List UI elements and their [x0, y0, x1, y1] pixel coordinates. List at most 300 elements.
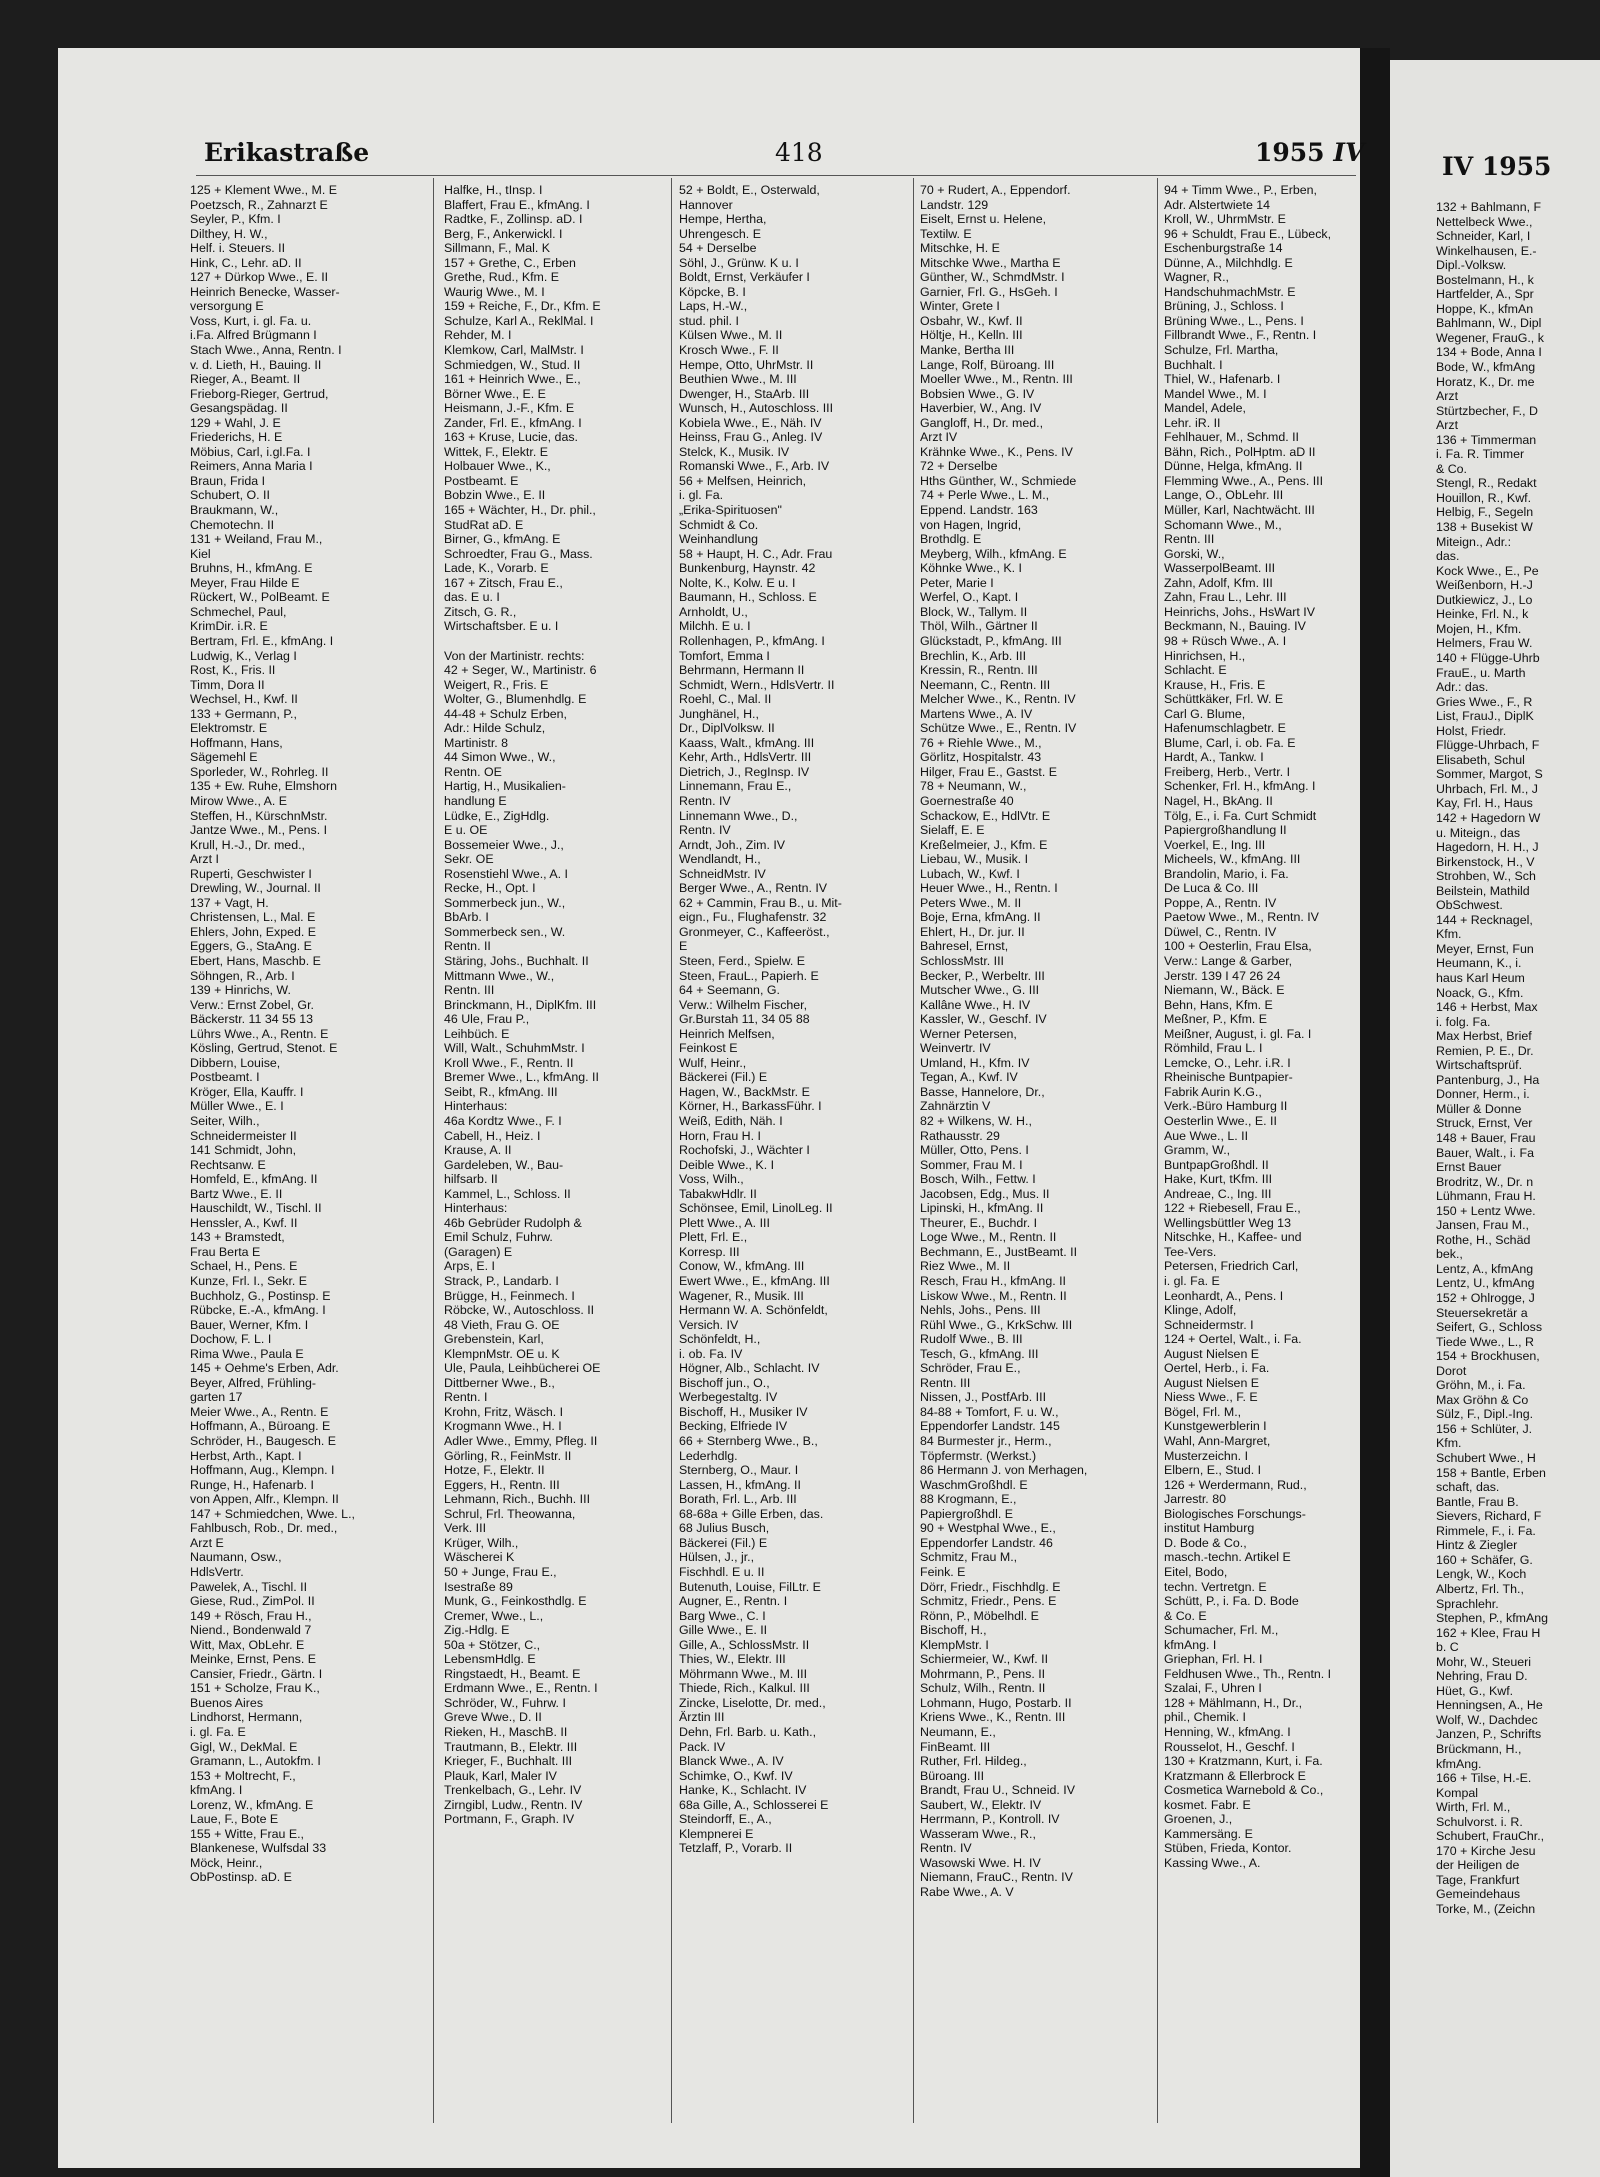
directory-entry-line: Elisabeth, Schul: [1436, 752, 1525, 767]
directory-entry-line: Haverbier, W., Ang. IV: [920, 401, 1042, 416]
directory-entry-line: 149 + Rösch, Frau H.,: [190, 1608, 312, 1623]
directory-entry-line: 68a Gille, A., Schlosserei E: [679, 1797, 829, 1812]
directory-entry-line: hilfsarb. II: [444, 1172, 498, 1187]
directory-entry-line: 84-88 + Tomfort, F. u. W.,: [920, 1404, 1059, 1419]
directory-entry-line: Lorenz, W., kfmAng. E: [190, 1797, 314, 1812]
directory-entry-line: Tölg, E., i. Fa. Curt Schmidt: [1164, 808, 1317, 823]
directory-entry-line: Gramann, L., Autokfm. I: [190, 1754, 321, 1769]
directory-entry-line: Butenuth, Louise, FilLtr. E: [679, 1579, 821, 1594]
directory-entry-line: Herrmann, P., Kontroll. IV: [920, 1812, 1060, 1827]
directory-entry-line: i. Fa. R. Timmer: [1436, 447, 1525, 462]
directory-entry-line: Klinge, Adolf,: [1164, 1303, 1237, 1318]
directory-entry-line: Adr.: das.: [1436, 680, 1489, 695]
directory-entry-line: Wirtschaftsprüf.: [1436, 1058, 1523, 1073]
directory-entry-line: Heinss, Frau G., Anleg. IV: [679, 430, 823, 445]
directory-entry-line: Helmers, Frau W.: [1436, 636, 1533, 651]
directory-entry-line: Peters Wwe., M. II: [920, 895, 1022, 910]
directory-entry-line: Rimmele, F., i. Fa.: [1436, 1523, 1536, 1538]
directory-entry-line: Boldt, Ernst, Verkäufer I: [679, 270, 810, 285]
directory-entry-line: i. ob. Fa. IV: [679, 1346, 743, 1361]
directory-entry-line: Bossemeier Wwe., J.,: [444, 837, 564, 852]
directory-entry-line: der Heiligen de: [1436, 1858, 1520, 1873]
directory-entry-line: 44-48 + Schulz Erben,: [444, 706, 567, 721]
directory-entry-line: Schüttkäker, Frl. W. E: [1164, 692, 1284, 707]
directory-entry-line: Heinrich Benecke, Wasser-: [190, 284, 340, 299]
directory-entry-line: i. folg. Fa.: [1436, 1014, 1491, 1029]
directory-entry-line: Winkelhausen, E.-: [1436, 243, 1537, 258]
directory-entry-line: Bäckerei (Fil.) E: [679, 1535, 768, 1550]
directory-entry-line: Zirngibl, Ludw., Rentn. IV: [444, 1797, 583, 1812]
directory-entry-line: Postbeamt. I: [190, 1070, 260, 1085]
directory-entry-line: Mirow Wwe., A. E: [190, 793, 288, 808]
directory-entry-line: Krogmann Wwe., H. I: [444, 1419, 562, 1434]
directory-entry-line: Söhngen, R., Arb. I: [190, 968, 295, 983]
directory-entry-line: Ringstaedt, H., Beamt. E: [444, 1666, 581, 1681]
directory-entry-line: Schlacht. E: [1164, 663, 1227, 678]
directory-entry-line: FrauE., u. Marth: [1436, 665, 1526, 680]
directory-entry-line: FinBeamt. III: [920, 1739, 991, 1754]
directory-entry-line: Poetzsch, R., Zahnarzt E: [190, 197, 328, 212]
directory-entry-line: Krause, A. II: [444, 1143, 512, 1158]
directory-entry-line: Linnemann Wwe., D.,: [679, 808, 798, 823]
directory-entry-line: Gardeleben, W., Bau-: [444, 1157, 564, 1172]
directory-entry-line: Zahn, Adolf, Kfm. III: [1164, 575, 1273, 590]
directory-entry-line: Niemann, W., Bäck. E: [1164, 983, 1285, 998]
directory-entry-line: von Hagen, Ingrid,: [920, 517, 1022, 532]
directory-entry-line: Riez Wwe., M. II: [920, 1259, 1011, 1274]
directory-entry-line: u. Miteign., das: [1436, 825, 1521, 840]
directory-entry-line: Braun, Frida I: [190, 473, 266, 488]
directory-entry-line: Niend., Bondenwald 7: [190, 1623, 312, 1638]
directory-entry-line: Rentn. III: [1164, 532, 1215, 547]
directory-entry-line: Boje, Erna, kfmAng. II: [920, 910, 1041, 925]
directory-entry-line: 159 + Reiche, F., Dr., Kfm. E: [444, 299, 601, 314]
directory-entry-line: Tesch, G., kfmAng. III: [920, 1346, 1039, 1361]
directory-entry-line: 86 Hermann J. von Merhagen,: [920, 1463, 1088, 1478]
directory-entry-line: Janzen, P., Schrifts: [1436, 1727, 1542, 1742]
directory-entry-line: Eiselt, Ernst u. Helene,: [920, 212, 1047, 227]
directory-entry-line: Birkenstock, H., V: [1436, 854, 1535, 869]
directory-entry-line: Heumann, K., i.: [1436, 956, 1522, 971]
directory-entry-line: 140 + Flügge-Uhrb: [1436, 650, 1540, 665]
directory-entry-line: Kaass, Walt., kfmAng. III: [679, 735, 815, 750]
directory-entry-line: Radtke, F., Zollinsp. aD. I: [444, 212, 583, 227]
directory-entry-line: Rübcke, E.-A., kfmAng. I: [190, 1303, 326, 1318]
directory-entry-line: Hotze, F., Elektr. II: [444, 1463, 545, 1478]
directory-entry-line: Grethe, Rud., Kfm. E: [444, 270, 560, 285]
directory-entry-line: Möbius, Carl, i.gl.Fa. I: [190, 444, 311, 459]
directory-entry-line: 52 + Boldt, E., Osterwald,: [679, 183, 820, 197]
directory-entry-line: Recke, H., Opt. I: [444, 881, 536, 896]
directory-entry-line: & Co. E: [1164, 1608, 1207, 1623]
directory-entry-line: Steen, FrauL., Papierh. E: [679, 968, 819, 983]
directory-entry-line: Schrul, Frl. Theowanna,: [444, 1506, 576, 1521]
directory-entry-line: 126 + Werdermann, Rud.,: [1164, 1477, 1307, 1492]
directory-entry-line: Lehr. iR. II: [1164, 415, 1221, 430]
directory-entry-line: Verk.-Büro Hamburg II: [1164, 1099, 1288, 1114]
directory-entry-line: 78 + Neumann, W.,: [920, 779, 1027, 794]
directory-entry-line: Schröder, H., Baugesch. E: [190, 1434, 337, 1449]
directory-entry-line: Müller, Otto, Pens. I: [920, 1143, 1029, 1158]
directory-entry-line: Rost, K., Fris. II: [190, 663, 276, 678]
directory-entry-line: Sillmann, F., Mal. K: [444, 241, 551, 256]
directory-entry-line: Rima Wwe., Paula E: [190, 1346, 304, 1361]
directory-entry-line: Behn, Hans, Kfm. E: [1164, 997, 1273, 1012]
directory-entry-line: Roehl, C., Mal. II: [679, 692, 772, 707]
directory-entry-line: BuntpapGroßhdl. II: [1164, 1157, 1269, 1172]
directory-entry-line: Schulze, Frl. Martha,: [1164, 343, 1279, 358]
directory-entry-line: Loge Wwe., M., Rentn. II: [920, 1230, 1057, 1245]
directory-entry-line: Milchh. E u. I: [679, 619, 751, 634]
directory-entry-line: Bostelmann, H., k: [1436, 272, 1534, 287]
directory-entry-line: Stengl, R., Redakt: [1436, 476, 1537, 491]
directory-entry-line: Söhl, J., Grünw. K u. I: [679, 255, 799, 270]
directory-entry-line: Nehls, Johs., Pens. III: [920, 1303, 1041, 1318]
directory-entry-line: Horn, Frau H. I: [679, 1128, 761, 1143]
directory-entry-line: KrimDir. i.R. E: [190, 619, 268, 634]
directory-entry-line: Weißenborn, H.-J: [1436, 578, 1533, 593]
directory-entry-line: 76 + Riehle Wwe., M.,: [920, 735, 1042, 750]
directory-entry-line: Rechtsanw. E: [190, 1157, 266, 1172]
directory-entry-line: Meßner, P., Kfm. E: [1164, 1012, 1268, 1027]
directory-entry-line: Lange, Rolf, Büroang. III: [920, 357, 1055, 372]
directory-entry-line: Kfm.: [1436, 927, 1462, 942]
directory-entry-line: Martinistr. 8: [444, 735, 509, 750]
directory-entry-line: Wahl, Ann-Margret,: [1164, 1434, 1271, 1449]
directory-entry-line: Kompal: [1436, 1785, 1479, 1800]
directory-entry-line: Bögel, Frl. M.,: [1164, 1404, 1242, 1419]
directory-entry-line: Köpcke, B. I: [679, 284, 746, 299]
directory-entry-line: Cansier, Friedr., Gärtn. I: [190, 1666, 323, 1681]
directory-entry-line: Lengk, W., Koch: [1436, 1567, 1527, 1582]
directory-entry-line: Thiede, Rich., Kalkul. III: [679, 1681, 810, 1696]
directory-entry-line: Arnholdt, U.,: [679, 604, 748, 619]
directory-entry-line: Zahn, Frau L., Lehr. III: [1164, 590, 1287, 605]
directory-entry-line: Horatz, K., Dr. me: [1436, 374, 1535, 389]
directory-entry-line: Krähnke Wwe., K., Pens. IV: [920, 444, 1073, 459]
directory-entry-line: Leihbüch. E: [444, 1026, 510, 1041]
directory-entry-line: Korresp. III: [679, 1244, 740, 1259]
directory-entry-line: Kay, Frl. H., Haus: [1436, 796, 1533, 811]
directory-entry-line: i. gl. Fa.: [679, 488, 724, 503]
directory-entry-line: Rheinische Buntpapier-: [1164, 1070, 1293, 1085]
directory-entry-line: Seyler, P., Kfm. I: [190, 212, 281, 227]
directory-entry-line: Gröhn, M., i. Fa.: [1436, 1378, 1526, 1393]
directory-entry-line: 160 + Schäfer, G.: [1436, 1552, 1533, 1567]
directory-entry-line: Pack. IV: [679, 1739, 726, 1754]
directory-entry-line: Nagel, H., BkAng. II: [1164, 793, 1273, 808]
directory-entry-line: Pawelek, A., Tischl. II: [190, 1579, 308, 1594]
directory-entry-line: LebensmHdlg. E: [444, 1652, 536, 1667]
directory-entry-line: Paetow Wwe., M., Rentn. IV: [1164, 910, 1319, 925]
directory-entry-line: Nolte, K., Kolw. E u. I: [679, 575, 796, 590]
directory-entry-line: Nissen, J., PostfArb. III: [920, 1390, 1047, 1405]
directory-entry-line: Hoffmann, Hans,: [190, 735, 283, 750]
directory-entry-line: Wegener, FrauG., k: [1436, 330, 1544, 345]
directory-entry-line: Brandolin, Mario, i. Fa.: [1164, 866, 1289, 881]
directory-entry-line: Schröder, Frau E.,: [920, 1361, 1021, 1376]
directory-entry-line: Sommer, Frau M. I: [920, 1157, 1023, 1172]
directory-entry-line: Fehlhauer, M., Schmd. II: [1164, 430, 1299, 445]
directory-entry-line: b. C: [1436, 1640, 1459, 1655]
directory-entry-line: Sprachlehr.: [1436, 1596, 1499, 1611]
directory-entry-line: Hilger, Frau E., Gastst. E: [920, 764, 1058, 779]
directory-entry-line: Theurer, E., Buchdr. I: [920, 1215, 1038, 1230]
directory-entry-line: 98 + Rüsch Wwe., A. I: [1164, 633, 1287, 648]
directory-entry-line: Hinrichsen, H.,: [1164, 648, 1246, 663]
directory-entry-line: Cosmetica Warnebold & Co.,: [1164, 1783, 1324, 1798]
directory-entry-line: Lentz, A., kfmAng: [1436, 1261, 1534, 1276]
directory-entry-line: Schulze, Karl A., ReklMal. I: [444, 313, 594, 328]
directory-entry-line: Meier Wwe., A., Rentn. E: [190, 1404, 329, 1419]
directory-entry-line: Conow, W., kfmAng. III: [679, 1259, 805, 1274]
directory-entry-line: Zahnärztin V: [920, 1099, 991, 1114]
directory-entry-line: Schumacher, Frl. M.,: [1164, 1623, 1279, 1638]
directory-entry-line: Friederichs, H. E: [190, 430, 283, 445]
directory-entry-line: Schmiedgen, W., Stud. II: [444, 357, 581, 372]
directory-entry-line: 157 + Grethe, C., Erben: [444, 255, 576, 270]
directory-entry-line: TabakwHdlr. II: [679, 1186, 757, 1201]
directory-entry-line: 124 + Oertel, Walt., i. Fa.: [1164, 1332, 1302, 1347]
directory-entry-line: WaschmGroßhdl. E: [920, 1477, 1028, 1492]
directory-entry-line: Düwel, C., Rentn. IV: [1164, 924, 1277, 939]
directory-entry-line: Schütt, P., i. Fa. D. Bode: [1164, 1594, 1299, 1609]
directory-entry-line: Kallâne Wwe., H. IV: [920, 997, 1031, 1012]
directory-entry-line: 148 + Bauer, Frau: [1436, 1131, 1536, 1145]
directory-column-1: [190, 183, 426, 2133]
directory-entry-line: Gemeindehaus: [1436, 1887, 1521, 1902]
directory-entry-line: Landstr. 129: [920, 197, 989, 212]
directory-entry-line: Lubach, W., Kwf. I: [920, 866, 1020, 881]
directory-entry-line: Rückert, W., PolBeamt. E: [190, 590, 330, 605]
directory-entry-line: Sommerbeck jun., W.,: [444, 895, 566, 910]
directory-entry-line: Jantze Wwe., M., Pens. I: [190, 823, 328, 838]
directory-entry-line: 50 + Junge, Frau E.,: [444, 1564, 557, 1579]
directory-entry-line: Glückstadt, P., kfmAng. III: [920, 633, 1062, 648]
directory-entry-line: August Nielsen E: [1164, 1375, 1260, 1390]
directory-entry-line: Weiß, Edith, Näh. I: [679, 1114, 783, 1128]
directory-entry-line: Kösling, Gertrud, Stenot. E: [190, 1041, 338, 1056]
directory-entry-line: Voss, Kurt, i. gl. Fa. u.: [190, 313, 312, 328]
directory-entry-line: Külsen Wwe., M. II: [679, 328, 783, 343]
directory-entry-line: Bosch, Wilh., Fettw. I: [920, 1172, 1036, 1187]
directory-entry-line: Zincke, Liselotte, Dr. med.,: [679, 1695, 826, 1710]
directory-entry-line: Linnemann, Frau E.,: [679, 779, 792, 794]
directory-entry-line: Stäring, Johs., Buchhalt. II: [444, 953, 589, 968]
directory-entry-line: & Co.: [1436, 461, 1467, 476]
directory-entry-line: Verw.: Lange & Garber,: [1164, 953, 1293, 968]
directory-entry-line: i. gl. Fa. E: [190, 1724, 246, 1739]
directory-entry-line: 161 + Heinrich Wwe., E.,: [444, 372, 581, 387]
directory-entry-line: Heinke, Frl. N., k: [1436, 607, 1529, 622]
directory-entry-line: Wasseram Wwe., R.,: [920, 1826, 1036, 1841]
directory-entry-line: Weigert, R., Fris. E: [444, 677, 549, 692]
directory-entry-line: Neumann, E.,: [920, 1724, 996, 1739]
directory-entry-line: Christensen, L., Mal. E: [190, 910, 316, 925]
directory-entry-line: 136 + Timmerman: [1436, 432, 1537, 447]
directory-entry-line: Lemcke, O., Lehr. i.R. I: [1164, 1055, 1291, 1070]
directory-entry-line: Eitel, Bodo,: [1164, 1564, 1228, 1579]
directory-entry-line: Bischoff, H.,: [920, 1623, 987, 1638]
directory-entry-line: Lüdke, E., ZigHdlg.: [444, 808, 550, 823]
directory-entry-line: Schimke, O., Kwf. IV: [679, 1768, 793, 1783]
directory-entry-line: Cremer, Wwe., L.,: [444, 1608, 544, 1623]
directory-entry-line: Lassen, H., kfmAng. II: [679, 1477, 801, 1492]
directory-entry-line: Witt, Max, ObLehr. E: [190, 1637, 305, 1652]
directory-entry-line: 74 + Perle Wwe., L. M.,: [920, 488, 1050, 503]
directory-entry-line: Meyer, Frau Hilde E: [190, 575, 300, 590]
directory-entry-line: Möck, Heinr.,: [190, 1855, 263, 1870]
directory-entry-line: Wulf, Heinr.,: [679, 1055, 747, 1070]
directory-entry-line: Ludwig, K., Verlag I: [190, 648, 297, 663]
directory-entry-line: 62 + Cammin, Frau B., u. Mit-: [679, 895, 842, 910]
directory-entry-line: Andreae, C., Ing. III: [1164, 1186, 1272, 1201]
directory-entry-line: Isestraße 89: [444, 1579, 513, 1594]
directory-entry-line: 138 + Busekist W: [1436, 520, 1533, 535]
directory-entry-line: 129 + Wahl, J. E: [190, 415, 281, 430]
directory-entry-line: WasserpolBeamt. III: [1164, 561, 1276, 576]
directory-entry-line: Runge, H., Hafenarb. I: [190, 1477, 314, 1492]
directory-entry-line: Hagedorn, H. H., J: [1436, 840, 1539, 855]
directory-entry-line: Sülz, F., Dipl.-Ing.: [1436, 1407, 1534, 1422]
directory-entry-line: 151 + Scholze, Frau K.,: [190, 1681, 320, 1696]
directory-entry-line: Gille Wwe., E. II: [679, 1623, 768, 1638]
directory-entry-line: Lehmann, Rich., Buchh. III: [444, 1492, 591, 1507]
directory-entry-line: Meinke, Ernst, Pens. E: [190, 1652, 317, 1667]
directory-entry-line: Verw.: Wilhelm Fischer,: [679, 997, 808, 1012]
directory-entry-line: i. gl. Fa. E: [1164, 1274, 1220, 1289]
directory-entry-line: Schneidermeister II: [190, 1128, 297, 1143]
directory-entry-line: Schönsee, Emil, LinolLeg. II: [679, 1201, 833, 1216]
directory-entry-line: Schütze Wwe., E., Rentn. IV: [920, 721, 1077, 736]
directory-entry-line: Steffen, H., KürschnMstr.: [190, 808, 328, 823]
directory-entry-line: Hake, Kurt, tKfm. III: [1164, 1172, 1273, 1187]
directory-entry-line: Max Herbst, Brief: [1436, 1029, 1532, 1044]
directory-entry-line: Feinkost E: [679, 1041, 738, 1056]
directory-entry-line: Bechmann, E., JustBeamt. II: [920, 1244, 1078, 1259]
directory-entry-line: Neemann, C., Rentn. III: [920, 677, 1051, 692]
directory-entry-line: Wirtschaftsber. E u. I: [444, 619, 559, 634]
directory-entry-line: (Garagen) E: [444, 1244, 513, 1259]
directory-entry-line: Bremer Wwe., L., kfmAng. II: [444, 1070, 599, 1085]
directory-entry-line: Hannover: [679, 197, 733, 212]
directory-entry-line: Hüet, G., Kwf.: [1436, 1683, 1514, 1698]
directory-entry-line: Liebau, W., Musik. I: [920, 852, 1029, 867]
directory-entry-line: Giese, Rud., ZimPol. II: [190, 1594, 315, 1609]
directory-entry-line: Römhild, Frau L. I: [1164, 1041, 1263, 1056]
directory-entry-line: Högner, Alb., Schlacht. IV: [679, 1361, 820, 1376]
facing-page: [1390, 60, 1600, 2177]
directory-entry-line: Heismann, J.-F., Kfm. E: [444, 401, 575, 416]
directory-entry-line: Dochow, F. L. I: [190, 1332, 272, 1347]
directory-entry-line: Rentn. III: [444, 983, 495, 998]
directory-entry-line: Von der Martinistr. rechts:: [444, 648, 585, 663]
directory-entry-line: Laue, F., Bote E: [190, 1812, 279, 1827]
directory-entry-line: Hartig, H., Musikalien-: [444, 779, 566, 794]
directory-entry-line: Steindorff, E., A.,: [679, 1812, 772, 1827]
directory-entry-line: 50a + Stötzer, C.,: [444, 1637, 541, 1652]
directory-entry-line: 141 Schmidt, John,: [190, 1143, 297, 1158]
directory-entry-line: Klempnerei E: [679, 1826, 754, 1841]
directory-entry-line: Schmidt, Wern., HdlsVertr. II: [679, 677, 835, 692]
directory-entry-line: Eppend. Landstr. 163: [920, 503, 1038, 518]
directory-entry-line: Dr., DiplVolksw. II: [679, 721, 775, 736]
directory-entry-line: Torke, M., (Zeichn: [1436, 1901, 1536, 1916]
directory-entry-line: Helbig, F., Segeln: [1436, 505, 1534, 520]
directory-entry-line: Braukmann, W.,: [190, 503, 279, 518]
directory-entry-line: Werbegestaltg. IV: [679, 1390, 778, 1405]
directory-entry-line: Nehring, Frau D.: [1436, 1669, 1528, 1684]
directory-entry-line: Donner, Herm., i.: [1436, 1087, 1530, 1102]
volume: IV: [1333, 138, 1365, 167]
directory-entry-line: Nettelbeck Wwe.,: [1436, 214, 1533, 229]
directory-entry-line: Plauk, Karl, Maler IV: [444, 1768, 557, 1783]
directory-entry-line: Wirth, Frl. M.,: [1436, 1800, 1511, 1815]
directory-entry-line: Blankenese, Wulfsdal 33: [190, 1841, 327, 1856]
directory-entry-line: 139 + Hinrichs, W.: [190, 983, 291, 998]
directory-entry-line: Umland, H., Kfm. IV: [920, 1055, 1030, 1070]
directory-entry-line: Beyer, Alfred, Frühling-: [190, 1375, 317, 1390]
facing-page-header: IV 1955: [1442, 152, 1552, 181]
directory-entry-line: Mutscher Wwe., G. III: [920, 983, 1040, 998]
directory-entry-line: Wolter, G., Blumenhdlg. E: [444, 692, 587, 707]
directory-entry-line: kfmAng. I: [190, 1783, 243, 1798]
directory-entry-line: Brodritz, W., Dr. n: [1436, 1174, 1534, 1189]
directory-entry-line: von Appen, Alfr., Klempn. II: [190, 1492, 339, 1507]
directory-entry-line: Mohrmann, P., Pens. II: [920, 1666, 1046, 1681]
directory-entry-line: Lade, K., Vorarb. E: [444, 561, 549, 576]
directory-entry-line: Kriens Wwe., K., Rentn. III: [920, 1710, 1066, 1725]
directory-entry-line: Steen, Ferd., Spielw. E: [679, 953, 806, 968]
directory-entry-line: 167 + Zitsch, Frau E.,: [444, 575, 563, 590]
directory-entry-line: 144 + Recknagel,: [1436, 912, 1533, 927]
directory-entry-line: Dilthey, H. W.,: [190, 226, 268, 241]
directory-entry-line: Rentn. III: [920, 1375, 971, 1390]
directory-entry-line: Müller Wwe., E. I: [190, 1099, 284, 1114]
book-gutter: [1360, 48, 1390, 2177]
directory-entry-line: Buenos Aires: [190, 1695, 264, 1710]
directory-entry-line: Bahresel, Ernst,: [920, 939, 1009, 954]
directory-entry-line: 156 + Schlüter, J.: [1436, 1421, 1533, 1436]
directory-entry-line: Stüben, Frieda, Kontor.: [1164, 1841, 1292, 1856]
directory-entry-line: Mojen, H., Kfm.: [1436, 621, 1522, 636]
directory-entry-line: Houillon, R., Kwf.: [1436, 490, 1532, 505]
directory-entry-line: HdlsVertr.: [190, 1564, 244, 1579]
directory-entry-line: Eschenburgstraße 14: [1164, 241, 1283, 256]
directory-entry-line: institut Hamburg: [1164, 1521, 1255, 1536]
directory-entry-line: Arps, E. I: [444, 1259, 495, 1274]
directory-entry-line: Wagener, R., Musik. III: [679, 1288, 804, 1303]
directory-entry-line: Cabell, H., Heiz. I: [444, 1128, 541, 1143]
directory-entry-line: Uhrengesch. E: [679, 226, 761, 241]
directory-entry-line: Garnier, Frl. G., HsGeh. I: [920, 284, 1058, 299]
directory-entry-line: KlempnMstr. OE u. K: [444, 1346, 560, 1361]
directory-entry-line: 152 + Ohlrogge, J: [1436, 1291, 1535, 1306]
directory-entry-line: SchneidMstr. IV: [679, 866, 766, 881]
directory-entry-line: Dörr, Friedr., Fischhdlg. E: [920, 1579, 1061, 1594]
directory-entry-line: Ewert Wwe., E., kfmAng. III: [679, 1274, 830, 1289]
directory-entry-line: Fillbrandt Wwe., F., Rentn. I: [1164, 328, 1317, 343]
street-heading: Erikastraße: [204, 138, 370, 167]
directory-entry-line: Osbahr, W., Kwf. II: [920, 313, 1023, 328]
directory-entry-line: Arndt, Joh., Zim. IV: [679, 837, 786, 852]
directory-entry-line: Gr.Burstah 11, 34 05 88: [679, 1012, 810, 1027]
directory-entry-line: Hauschildt, W., Tischl. II: [190, 1201, 322, 1216]
directory-entry-line: Timm, Dora II: [190, 677, 265, 692]
directory-entry-line: Schulz, Wilh., Rentn. II: [920, 1681, 1046, 1696]
directory-entry-line: Gigl, W., DekMal. E: [190, 1739, 298, 1754]
directory-entry-line: Liskow Wwe., M., Rentn. II: [920, 1288, 1067, 1303]
